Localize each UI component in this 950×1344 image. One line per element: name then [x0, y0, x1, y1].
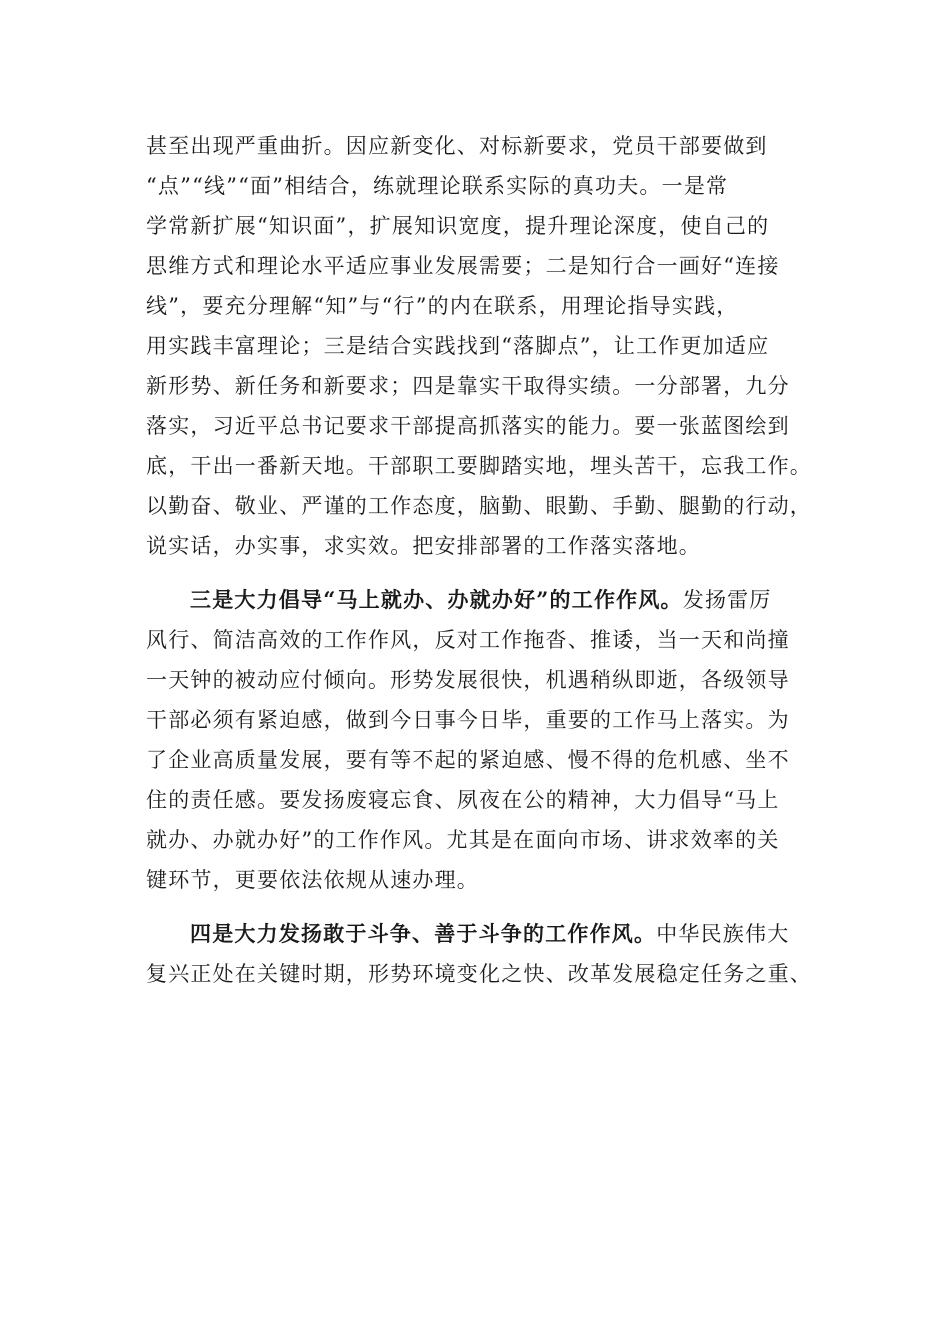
paragraph-line: 了企业高质量发展，要有等不起的紧迫感、慢不得的危机感、坐不 [146, 748, 790, 772]
paragraph-line: 落实，习近平总书记要求干部提高抓落实的能力。要一张蓝图绘到 [146, 414, 790, 438]
paragraph-line: 新形势、新任务和新要求；四是靠实干取得实绩。一分部署，九分 [146, 374, 790, 398]
paragraph-line: 键环节，更要依法依规从速办理。 [146, 868, 479, 892]
paragraph-line: 以勤奋、敬业、严谨的工作态度，脑勤、眼勤、手勤、腿勤的行动， [146, 494, 812, 518]
paragraph-line: 干部必须有紧迫感，做到今日事今日毕，重要的工作马上落实。为 [146, 708, 790, 732]
paragraph-first-line [146, 914, 806, 954]
paragraph [146, 126, 812, 566]
paragraph-line: 说实话，办实事，求实效。把安排部署的工作落实落地。 [146, 534, 701, 558]
document-body [146, 126, 812, 994]
paragraph-line: 底，干出一番新天地。干部职工要脚踏实地，埋头苦干，忘我工作。 [146, 454, 812, 478]
paragraph-line: 思维方式和理论水平适应事业发展需要；二是知行合一画好“连接 [146, 254, 780, 278]
paragraph-line: 复兴正处在关键时期，形势环境变化之快、改革发展稳定任务之重、 [146, 962, 812, 986]
paragraph-line: 一天钟的被动应付倾向。形势发展很快，机遇稍纵即逝，各级领导 [146, 668, 790, 692]
paragraph-line: 住的责任感。要发扬废寝忘食、夙夜在公的精神，大力倡导“马上 [146, 788, 780, 812]
paragraph-first-line [146, 580, 806, 620]
paragraph [146, 580, 806, 900]
paragraph-text: 发扬雷厉 [682, 588, 772, 612]
paragraph-line: 甚至出现严重曲折。因应新变化、对标新要求，党员干部要做到 [146, 134, 768, 158]
paragraph-line: “点”“线”“面”相结合，练就理论联系实际的真功夫。一是常 [146, 174, 729, 198]
paragraph-heading: 四是大力发扬敢于斗争、善于斗争的工作作风。 [190, 921, 657, 946]
paragraph-text: 中华民族伟大 [656, 922, 790, 946]
paragraph [146, 914, 812, 994]
paragraph-line: 学常新扩展“知识面”，扩展知识宽度，提升理论深度，使自己的 [146, 214, 770, 238]
paragraph-line: 风行、简洁高效的工作作风，反对工作拖沓、推诿，当一天和尚撞 [146, 628, 790, 652]
paragraph-line: 用实践丰富理论；三是结合实践找到“落脚点”，让工作更加适应 [146, 334, 770, 358]
paragraph-line: 就办、办就办好”的工作作风。尤其是在面向市场、讲求效率的关 [146, 828, 780, 852]
paragraph-line: 线”，要充分理解“知”与“行”的内在联系，用理论指导实践， [146, 294, 739, 318]
paragraph-heading: 三是大力倡导“马上就办、办就办好”的工作作风。 [190, 587, 683, 612]
